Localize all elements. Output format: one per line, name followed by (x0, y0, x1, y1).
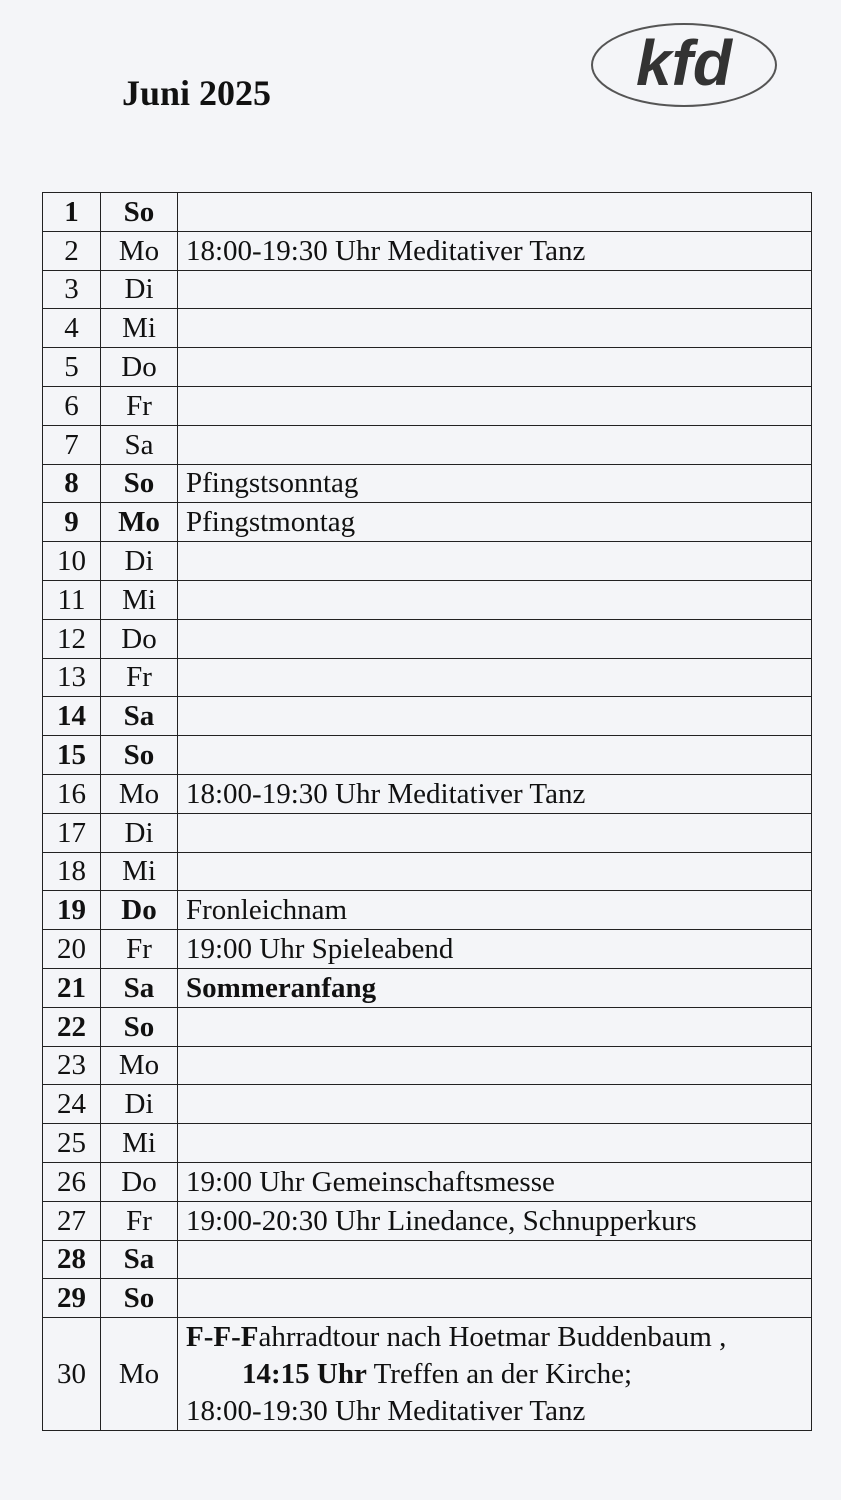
event-cell (178, 1318, 812, 1431)
event-cell: 19:00 Uhr Gemeinschaftsmesse (178, 1162, 812, 1201)
weekday: Mo (101, 503, 178, 542)
event-cell (178, 425, 812, 464)
calendar-row (43, 580, 812, 619)
weekday: Do (101, 348, 178, 387)
day-number: 1 (43, 193, 101, 232)
event-text: Treffen an der Kirche; (366, 1357, 633, 1390)
calendar-row (43, 697, 812, 736)
weekday: Sa (101, 697, 178, 736)
calendar-row (43, 1318, 812, 1431)
calendar-row (43, 309, 812, 348)
event-time: 14:15 Uhr (242, 1357, 367, 1390)
weekday: Mo (101, 231, 178, 270)
event-cell (178, 1279, 812, 1318)
calendar-row (43, 1046, 812, 1085)
weekday: Fr (101, 386, 178, 425)
event-line: 18:00-19:30 Uhr Meditativer Tanz (186, 1394, 586, 1427)
calendar-row (43, 386, 812, 425)
weekday: Fr (101, 658, 178, 697)
event-cell (178, 1046, 812, 1085)
calendar-row (43, 231, 812, 270)
event-cell (178, 619, 812, 658)
day-number: 11 (43, 580, 101, 619)
weekday: So (101, 464, 178, 503)
weekday: Mo (101, 1318, 178, 1431)
calendar-row (43, 658, 812, 697)
day-number: 9 (43, 503, 101, 542)
day-number: 20 (43, 930, 101, 969)
event-cell (178, 813, 812, 852)
weekday: So (101, 193, 178, 232)
day-number: 5 (43, 348, 101, 387)
calendar-row (43, 891, 812, 930)
day-number: 2 (43, 231, 101, 270)
calendar-table (42, 192, 812, 1431)
event-cell: Sommeranfang (178, 968, 812, 1007)
calendar-row (43, 774, 812, 813)
event-cell (178, 1085, 812, 1124)
calendar-row (43, 542, 812, 581)
calendar-row (43, 736, 812, 775)
event-cell (178, 270, 812, 309)
day-number: 14 (43, 697, 101, 736)
weekday: Di (101, 813, 178, 852)
event-cell (178, 193, 812, 232)
calendar-row (43, 1124, 812, 1163)
event-cell (178, 697, 812, 736)
calendar-row (43, 1007, 812, 1046)
event-line (186, 1319, 811, 1356)
weekday: So (101, 1007, 178, 1046)
calendar-row (43, 968, 812, 1007)
calendar-row (43, 1279, 812, 1318)
calendar-row (43, 619, 812, 658)
calendar-row (43, 1162, 812, 1201)
day-number: 17 (43, 813, 101, 852)
weekday: Do (101, 891, 178, 930)
day-number: 30 (43, 1318, 101, 1431)
calendar-row (43, 930, 812, 969)
day-number: 7 (43, 425, 101, 464)
calendar-row (43, 348, 812, 387)
day-number: 27 (43, 1201, 101, 1240)
weekday: So (101, 736, 178, 775)
calendar-row (43, 503, 812, 542)
weekday: So (101, 1279, 178, 1318)
day-number: 26 (43, 1162, 101, 1201)
day-number: 25 (43, 1124, 101, 1163)
day-number: 22 (43, 1007, 101, 1046)
event-cell (178, 658, 812, 697)
weekday: Mi (101, 580, 178, 619)
weekday: Mi (101, 309, 178, 348)
calendar-row (43, 813, 812, 852)
weekday: Sa (101, 968, 178, 1007)
weekday: Di (101, 1085, 178, 1124)
day-number: 23 (43, 1046, 101, 1085)
calendar-row (43, 852, 812, 891)
event-cell (178, 852, 812, 891)
day-number: 29 (43, 1279, 101, 1318)
weekday: Di (101, 542, 178, 581)
weekday: Fr (101, 1201, 178, 1240)
calendar-row (43, 1085, 812, 1124)
event-cell (178, 580, 812, 619)
event-text: ahrradtour nach Hoetmar Buddenbaum , (258, 1320, 727, 1353)
weekday: Do (101, 619, 178, 658)
event-cell (178, 1007, 812, 1046)
weekday: Mo (101, 774, 178, 813)
event-bold-prefix: F-F-F (186, 1320, 259, 1353)
calendar-row (43, 1201, 812, 1240)
weekday: Mi (101, 852, 178, 891)
event-cell (178, 1124, 812, 1163)
event-cell: Pfingstmontag (178, 503, 812, 542)
calendar-row (43, 193, 812, 232)
day-number: 24 (43, 1085, 101, 1124)
event-cell (178, 309, 812, 348)
logo-text: kfd (636, 27, 732, 99)
day-number: 10 (43, 542, 101, 581)
day-number: 6 (43, 386, 101, 425)
day-number: 3 (43, 270, 101, 309)
calendar-row (43, 464, 812, 503)
weekday: Fr (101, 930, 178, 969)
day-number: 19 (43, 891, 101, 930)
calendar-row (43, 1240, 812, 1279)
calendar-row (43, 270, 812, 309)
event-cell (178, 1240, 812, 1279)
weekday: Di (101, 270, 178, 309)
event-line (186, 1356, 811, 1393)
weekday: Sa (101, 1240, 178, 1279)
kfd-logo (590, 22, 778, 108)
event-cell (178, 542, 812, 581)
event-cell: Fronleichnam (178, 891, 812, 930)
day-number: 15 (43, 736, 101, 775)
event-cell (178, 736, 812, 775)
day-number: 16 (43, 774, 101, 813)
weekday: Do (101, 1162, 178, 1201)
calendar-row (43, 425, 812, 464)
weekday: Sa (101, 425, 178, 464)
day-number: 28 (43, 1240, 101, 1279)
weekday: Mo (101, 1046, 178, 1085)
day-number: 21 (43, 968, 101, 1007)
day-number: 12 (43, 619, 101, 658)
day-number: 8 (43, 464, 101, 503)
event-cell: 18:00-19:30 Uhr Meditativer Tanz (178, 231, 812, 270)
day-number: 4 (43, 309, 101, 348)
event-cell (178, 386, 812, 425)
page-title: Juni 2025 (122, 73, 272, 113)
day-number: 13 (43, 658, 101, 697)
event-cell: Pfingstsonntag (178, 464, 812, 503)
event-cell: 19:00 Uhr Spieleabend (178, 930, 812, 969)
day-number: 18 (43, 852, 101, 891)
event-cell (178, 348, 812, 387)
event-cell: 19:00-20:30 Uhr Linedance, Schnupperkurs (178, 1201, 812, 1240)
event-cell: 18:00-19:30 Uhr Meditativer Tanz (178, 774, 812, 813)
weekday: Mi (101, 1124, 178, 1163)
